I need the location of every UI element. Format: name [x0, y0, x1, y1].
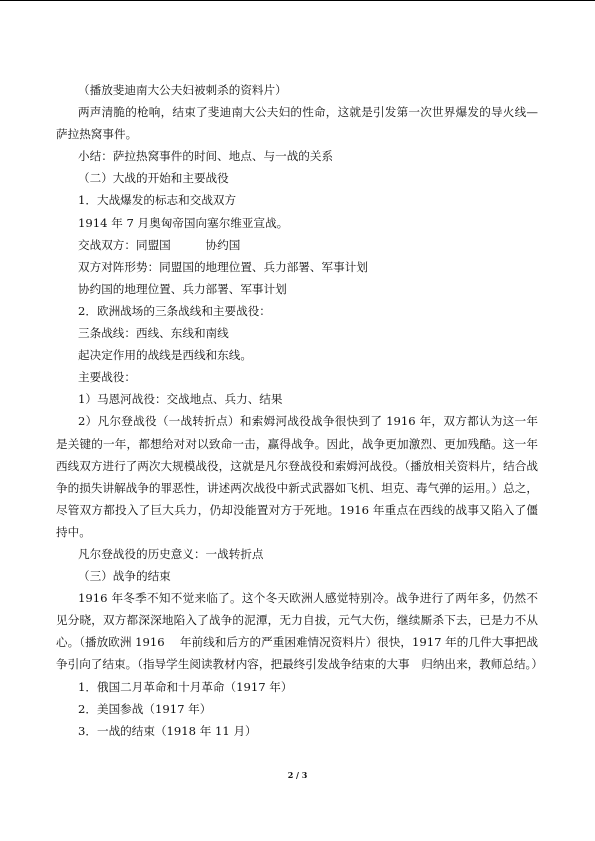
paragraph-belligerents: 交战双方：同盟国 协约国 [78, 237, 241, 252]
list-item-russian-revolution: 1．俄国二月革命和十月革命（1917 年） [78, 679, 293, 694]
paragraph-decisive-fronts: 起决定作用的战线是西线和东线。 [78, 348, 252, 363]
paragraph-declaration: 1914 年 7 月奥匈帝国向塞尔维亚宣战。 [78, 215, 289, 230]
paragraph-main-battles: 主要战役： [78, 370, 136, 385]
paragraph-verdun-somme: 2）凡尔登战役（一战转折点）和索姆河战役战争很快到了 1916 年，双方都认为这一年是关键的一年，都想给对对以致命一击，赢得战争。因此，战争更加激烈、更加残酷。这一年西线双方进行了两次大规模战役，这就是凡尔登战役和索姆河战役。（播放相关资料片，结合战争的损失讲解战争的罪恶性，讲述两次战役中新式武器如飞机、坦克、毒气弹的运用。）总之，尽管双方都投入了巨大兵力，仍却没能置对方于死地。1916 年重点在西线的战事又陷入了僵持中。 [56, 414, 538, 539]
section-heading-3: （三）战争的结束 [78, 569, 171, 584]
paragraph-film-note: （播放斐迪南大公夫妇被刺杀的资料片） [78, 83, 287, 97]
paragraph-summary: 小结：萨拉热窝事件的时间、地点、与一战的关系 [78, 149, 334, 164]
list-item-war-end: 3．一战的结束（1918 年 11 月） [78, 723, 257, 738]
paragraph-alignment: 双方对阵形势：同盟国的地理位置、兵力部署、军事计划 [78, 259, 368, 274]
paragraph-sarajevo-intro: 两声清脆的枪响，结束了斐迪南大公夫妇的性命，这就是引发第一次世界爆发的导火线—萨拉热窝事件。 [56, 105, 538, 142]
paragraph-entente: 协约国的地理位置、兵力部署、军事计划 [78, 281, 287, 296]
subheading-1: 1．大战爆发的标志和交战双方 [78, 193, 237, 208]
paragraph-winter-1916: 1916 年冬季不知不觉来临了。这个冬天欧洲人感觉特别冷。战争进行了两年多，仍然不见分晓，双方都深深地陷入了战争的泥潭，无力自拔，元气大伤，继续厮杀下去，已是力不从心。（播放欧洲 1916 年前线和后方的严重困难情况资料片）很快，1917 年的几件大事把战争引向了结束。（指导学生阅读教材内容，把最终引发战争结束的大事 归纳出来，教师总结。） [56, 591, 543, 672]
page-top-border [0, 0, 595, 1]
paragraph-marne: 1）马恩河战役：交战地点、兵力、结果 [78, 392, 283, 407]
paragraph-three-fronts: 三条战线：西线、东线和南线 [78, 326, 229, 341]
subheading-2: 2．欧洲战场的三条战线和主要战役： [78, 303, 271, 318]
paragraph-verdun-significance: 凡尔登战役的历史意义：一战转折点 [78, 546, 264, 561]
document-body [56, 79, 543, 742]
section-heading-2: （二）大战的开始和主要战役 [78, 171, 229, 186]
page-number: 2 / 3 [287, 770, 308, 780]
list-item-us-entry: 2．美国参战（1917 年） [78, 701, 212, 716]
